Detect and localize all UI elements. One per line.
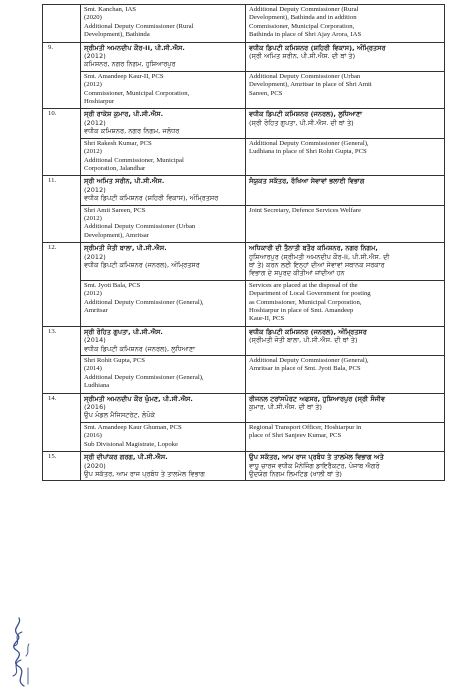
pa-officer-line: ਸ੍ਰੀਮਤੀ ਜੋਤੀ ਬਾਲਾ, ਪੀ.ਸੀ.ਐਸ. [84, 244, 167, 253]
pa-post-line: (ਸ੍ਰੀਮਤੀ ਜੋਤੀ ਬਾਲਾ, ਪੀ.ਸੀ.ਐਸ. ਦੀ ਥਾਂ ਤੇ) [249, 336, 358, 345]
pa-post-line: ਥਾਂ ਤੇ) ਕਰਨ ਲਈ ਇਨ੍ਹਾਂ ਦੀਆਂ ਸੇਵਾਵਾਂ ਸਥਾਨਕ ਸਰਕਾਰ [249, 260, 385, 269]
pa-officer-line: ਸ੍ਰੀ ਰਾਕੇਸ਼ ਕੁਮਾਰ, ਪੀ.ਸੀ.ਐਸ. [84, 110, 164, 119]
serial-number [43, 5, 81, 43]
table-row [43, 71, 445, 109]
officer-punjabi [81, 326, 246, 355]
en-post-line: Regional Transport Officer, Hoshiarpur in [249, 423, 362, 431]
en-officer-line: (2012) [84, 148, 102, 156]
pa-post-line: ਵਾਧੂ ਚਾਰਜ ਵਧੀਕ ਮੈਨੇਜਿੰਗ ਡਾਇਰੈਕਟਰ, ਪੰਜਾਬ ਐਗਰੋ [249, 461, 380, 470]
pa-officer-line: ਵਧੀਕ ਡਿਪਟੀ ਕਮਿਸ਼ਨਰ (ਸ਼ਹਿਰੀ ਵਿਕਾਸ), ਅੰਮ੍ਰਿਤਸਰ [84, 194, 219, 203]
pa-officer-line: (2012) [84, 52, 106, 61]
en-officer-line: Development), Bathinda [84, 31, 150, 39]
en-officer-line: (2016) [84, 432, 102, 440]
handwritten-signature [2, 606, 36, 692]
table-row [43, 452, 445, 481]
en-post-line: Services are placed at the disposal of the [249, 281, 358, 289]
pa-officer-line: (2020) [84, 461, 106, 470]
pa-officer-line: ਸ੍ਰੀਮਤੀ ਅਮਨਦੀਪ ਕੌਰ-II, ਪੀ.ਸੀ.ਐਸ. [84, 43, 185, 52]
en-post-line: Joint Secretary, Defence Services Welfare [249, 206, 361, 214]
pa-post-line: (ਸ੍ਰੀ ਅਮਿਤ ਸਰੀਨ, ਪੀ.ਸੀ.ਐਸ. ਦੀ ਥਾਂ ਤੇ) [249, 52, 356, 61]
pa-officer-line: (2012) [84, 185, 106, 194]
en-post-line: Development), Bathinda and in addition [249, 14, 357, 22]
en-officer-line: Additional Deputy Commissioner (General), [84, 373, 204, 381]
pa-post-line: ਉਦਯੋਗ ਨਿਗਮ ਲਿਮਟਿਡ (ਖਾਲੀ ਥਾਂ ਤੇ) [249, 469, 343, 478]
en-post-line: as Commissioner, Municipal Corporation, [249, 298, 362, 306]
posting-english [246, 71, 445, 109]
pa-officer-line: ਸ੍ਰੀ ਅਮਿਤ ਸਰੀਨ, ਪੀ.ਸੀ.ਐਸ. [84, 177, 165, 186]
serial-number: 14. [43, 393, 81, 451]
table-row [43, 326, 445, 355]
officer-punjabi [81, 109, 246, 138]
posting-english [246, 280, 445, 326]
pa-post-line: (ਸ੍ਰੀ ਰੋਹਿਤ ਗੁਪਤਾ, ਪੀ.ਸੀ.ਐਸ. ਦੀ ਥਾਂ ਤੇ) [249, 118, 354, 127]
posting-punjabi [246, 243, 445, 281]
pa-officer-line: (2016) [84, 403, 106, 412]
en-officer-line: (2012) [84, 290, 102, 298]
en-post-line: Additional Deputy Commissioner (Urban [249, 72, 361, 80]
table-row [43, 356, 445, 394]
en-officer-line: (2012) [84, 214, 102, 222]
pa-officer-line: ਸ੍ਰੀ ਰੋਹਿਤ ਗੁਪਤਾ, ਪੀ.ਸੀ.ਐਸ. [84, 327, 163, 336]
officer-english [81, 71, 246, 109]
officer-punjabi [81, 452, 246, 481]
en-officer-line: Smt. Amandeep Kaur-II, PCS [84, 72, 164, 80]
en-officer-line: Sub Divisional Magistrate, Lopoke [84, 440, 178, 448]
en-officer-line: Smt. Jyoti Bala, PCS [84, 281, 141, 289]
posting-english [246, 422, 445, 451]
pa-officer-line: ਕਮਿਸ਼ਨਰ, ਨਗਰ ਨਿਗਮ, ਹੁਸ਼ਿਆਰਪੁਰ [84, 60, 176, 69]
en-officer-line: Development), Amritsar [84, 231, 149, 239]
pa-officer-line: ਵਧੀਕ ਡਿਪਟੀ ਕਮਿਸ਼ਨਰ (ਜਨਰਲ), ਲੁਧਿਆਣਾ [84, 344, 196, 353]
table-row [43, 109, 445, 138]
pa-post-line: ਰੀਜਨਲ ਟਰਾਂਸਪੋਰਟ ਅਫਸਰ, ਹੁਸ਼ਿਆਰਪੁਰ (ਸ੍ਰੀ ਸੰਜੀਵ [249, 394, 385, 403]
table-row [43, 280, 445, 326]
en-post-line: Additional Deputy Commissioner (Rural [249, 6, 359, 13]
officer-english [81, 422, 246, 451]
en-officer-line: Commissioner, Municipal Corporation, [84, 89, 190, 97]
serial-number: 15. [43, 452, 81, 481]
posting-punjabi [246, 452, 445, 481]
officer-english [81, 5, 246, 43]
en-officer-line: (2014) [84, 365, 102, 373]
en-officer-line: Hoshiarpur [84, 98, 115, 106]
serial-number: 11. [43, 176, 81, 243]
en-officer-line: Additional Deputy Commissioner (General), [84, 298, 204, 306]
en-post-line: Additional Deputy Commissioner (General), [249, 357, 369, 365]
en-officer-line: Shri Rakesh Kumar, PCS [84, 139, 152, 147]
pa-post-line: ਵਿਭਾਗ ਦੇ ਸਪੁਰਦ ਕੀਤੀਆਂ ਜਾਂਦੀਆਂ ਹਨ [249, 269, 345, 278]
pa-post-line: ਵਧੀਕ ਡਿਪਟੀ ਕਮਿਸ਼ਨਰ (ਸ਼ਹਿਰੀ ਵਿਕਾਸ), ਅੰਮ੍ਰਿਤਸਰ [249, 43, 386, 52]
en-post-line: place of Shri Sanjeev Kumar, PCS [249, 432, 342, 440]
pa-post-line: ਅਧਿਕਾਰੀ ਦੀ ਤੈਨਾਤੀ ਬਤੌਰ ਕਮਿਸ਼ਨਰ, ਨਗਰ ਨਿਗਮ, [249, 244, 378, 253]
pa-officer-line: ਵਧੀਕ ਕਮਿਸ਼ਨਰ, ਨਗਰ ਨਿਗਮ, ਜਲੰਧਰ [84, 127, 180, 136]
pa-post-line: ਉਪ ਸਕੱਤਰ, ਆਮ ਰਾਜ ਪ੍ਰਬੰਧ ਤੇ ਤਾਲਮੇਲ ਵਿਭਾਗ ਅਤੇ [249, 453, 384, 462]
en-officer-line: Amritsar [84, 307, 108, 314]
postings-table-body [43, 5, 445, 481]
officer-punjabi [81, 393, 246, 422]
serial-number: 12. [43, 243, 81, 327]
en-post-line: Bathinda in place of Shri Ajay Arora, IAS [249, 31, 362, 39]
pa-post-line: ਕੁਮਾਰ, ਪੀ.ਸੀ.ਐਸ. ਦੀ ਥਾਂ ਤੇ) [249, 403, 323, 412]
posting-punjabi [246, 326, 445, 355]
officer-english [81, 280, 246, 326]
officer-english [81, 138, 246, 176]
en-post-line: Sareen, PCS [249, 89, 283, 97]
en-officer-line: Shri Amit Sareen, PCS [84, 206, 146, 214]
en-post-line: Hoshiarpur in place of Smt. Amandeep [249, 307, 354, 314]
en-officer-line: (2012) [84, 81, 102, 89]
officer-punjabi [81, 42, 246, 71]
posting-punjabi [246, 176, 445, 205]
en-officer-line: Ludhiana [84, 382, 110, 390]
en-post-line: Kaur-II, PCS [249, 315, 285, 323]
table-row [43, 243, 445, 281]
serial-number: 10. [43, 109, 81, 176]
pa-post-line: ਵਧੀਕ ਡਿਪਟੀ ਕਮਿਸ਼ਨਰ (ਜਨਰਲ), ਅੰਮ੍ਰਿਤਸਰ [249, 327, 367, 336]
pa-post-line: ਵਧੀਕ ਡਿਪਟੀ ਕਮਿਸ਼ਨਰ (ਜਨਰਲ), ਲੁਧਿਆਣਾ [249, 110, 363, 119]
pa-officer-line: ਸ੍ਰੀ ਦੀਪਾਂਕਰ ਗਰਗ, ਪੀ.ਸੀ.ਐਸ. [84, 453, 168, 462]
pa-officer-line: ਉਪ ਮੰਡਲ ਮੈਜਿਸਟਰੇਟ, ਲੋਪੋਕੇ [84, 411, 155, 420]
en-post-line: Department of Local Government for posting [249, 290, 371, 298]
transfer-order-page [42, 4, 444, 481]
table-row [43, 422, 445, 451]
pa-officer-line: (2012) [84, 118, 106, 127]
posting-english [246, 138, 445, 176]
officer-punjabi [81, 176, 246, 205]
officer-punjabi [81, 243, 246, 281]
postings-table [42, 4, 445, 481]
pa-post-line: ਹੁਸ਼ਿਆਰਪੁਰ (ਸ੍ਰੀਮਤੀ ਅਮਨਦੀਪ ਕੌਰ-II, ਪੀ.ਸੀ.ਐਸ. ਦੀ [249, 252, 390, 261]
table-row [43, 176, 445, 205]
table-row [43, 42, 445, 71]
pa-officer-line: ਵਧੀਕ ਡਿਪਟੀ ਕਮਿਸ਼ਨਰ (ਜਨਰਲ), ਅੰਮ੍ਰਿਤਸਰ [84, 260, 200, 269]
table-row [43, 205, 445, 243]
en-officer-line: Additional Commissioner, Municipal [84, 156, 184, 164]
serial-number: 13. [43, 326, 81, 393]
en-post-line: Commissioner, Municipal Corporation, [249, 22, 355, 30]
en-officer-line: Smt. Amandeep Kaur Ghuman, PCS [84, 423, 182, 431]
pa-officer-line: (2012) [84, 252, 106, 261]
en-officer-line: Additional Deputy Commissioner (Urban [84, 223, 196, 231]
en-officer-line: Shri Rohit Gupta, PCS [84, 357, 145, 365]
serial-number: 9. [43, 42, 81, 109]
table-row [43, 5, 445, 43]
pa-officer-line: ਉਪ ਸਕੱਤਰ, ਆਮ ਰਾਜ ਪ੍ਰਬੰਧ ਤੇ ਤਾਲਮੇਲ ਵਿਭਾਗ [84, 469, 205, 478]
pa-officer-line: ਸ੍ਰੀਮਤੀ ਅਮਨਦੀਪ ਕੌਰ ਘੁੰਮਣ, ਪੀ.ਸੀ.ਐਸ. [84, 394, 193, 403]
en-officer-line: Smt. Kanchan, IAS [84, 6, 137, 13]
pa-post-line: ਸੰਯੁਕਤ ਸਕੱਤਰ, ਰੱਖਿਆ ਸੇਵਾਵਾਂ ਭਲਾਈ ਵਿਭਾਗ [249, 177, 365, 186]
officer-english [81, 356, 246, 394]
table-row [43, 393, 445, 422]
posting-punjabi [246, 109, 445, 138]
posting-english [246, 5, 445, 43]
posting-punjabi [246, 393, 445, 422]
en-officer-line: Additional Deputy Commissioner (Rural [84, 22, 194, 30]
en-post-line: Amritsar in place of Smt. Jyoti Bala, PCS [249, 365, 361, 373]
en-officer-line: (2020) [84, 14, 102, 22]
pa-officer-line: (2014) [84, 336, 106, 345]
posting-english [246, 356, 445, 394]
officer-english [81, 205, 246, 243]
en-post-line: Development), Amritsar in place of Shri Amit [249, 81, 372, 89]
en-post-line: Additional Deputy Commissioner (General), [249, 139, 369, 147]
en-post-line: Ludhiana in place of Shri Rohit Gupta, PCS [249, 148, 367, 156]
posting-english [246, 205, 445, 243]
posting-punjabi [246, 42, 445, 71]
en-officer-line: Corporation, Jalandhar [84, 164, 146, 172]
table-row [43, 138, 445, 176]
